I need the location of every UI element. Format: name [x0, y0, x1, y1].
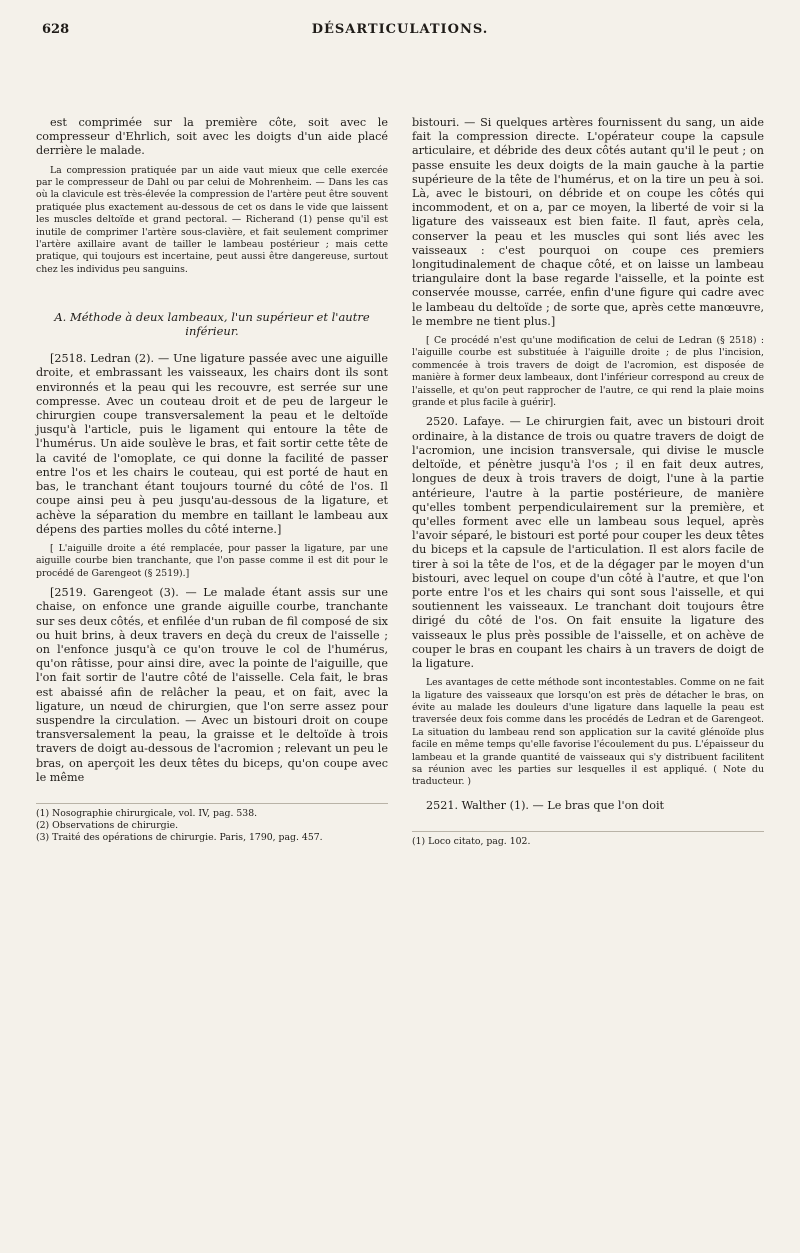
left-footnotes: [36, 803, 388, 843]
note-advantages: Les avantages de cette méthode sont incontestables. Comme on ne fait la ligature des vaisseaux que lorsqu'on est près de détacher le bras, on évite au malade les douleurs d'une ligature dans laquelle la peau est traversée deux fois comme dans les procédés de Ledran et de Garengeot. La situation du lambeau rend son application sur la cavité glénoïde plus facile en même temps qu'elle favorise l'écoulement du pus. L'épaisseur du lambeau et la grande quantité de vaisseaux qui s'y distribuent facilitent sa réunion avec les parties sur lesquelles il est appliqué. ( Note du traducteur. ): [412, 677, 764, 788]
footnote-3: (3) Traité des opérations de chirurgie. Paris, 1790, pag. 457.: [36, 831, 323, 843]
paragraph-2519: [2519. Garengeot (3). — Le malade étant assis sur une chaise, on enfonce une grande aiguille courbe, tranchante sur ses deux côtés, et enfilée d'un ruban de fil composé de six ou huit brins, à deux travers en deçà du creux de l'aisselle ; on l'enfonce jusqu'à ce qu'on trouve le col de l'humérus, qu'on râtisse, pour ainsi dire, avec la pointe de l'aiguille, que l'on fait sortir de l'autre côté de l'aisselle. Cela fait, le bras est abaissé afin de relâcher la peau, et on fait, avec la ligature, un nœud de chirurgien, que l'on serre assez pour suspendre la circulation. — Avec un bistouri droit on coupe transversalement la peau, la graisse et le deltoïde à trois travers de doigt au-dessous de l'acromion ; relevant un peu le bras, on aperçoit les deux têtes du biceps, qu'on coupe avec le même: [36, 586, 388, 784]
footnote-2: (2) Observations de chirurgie.: [36, 819, 179, 831]
paragraph-2518: [2518. Ledran (2). — Une ligature passée avec une aiguille droite, et embrassant les vaisseaux, les chairs dont ils sont environnés et la peau qui les recouvre, est serrée sur une compresse. Avec un couteau droit et de peu de largeur le chirurgien coupe transversalement la peau et le deltoïde jusqu'à l'article, puis le ligament qui entoure la tête de l'humérus. Un aide soulève le bras, et fait sortir cette tête de la cavité de l'omoplate, ce qui donne la facilité de passer entre l'os et les chairs le couteau, qui est porté de haut en bas, le tranchant étant toujours tourné du côté de l'os. Il coupe ainsi peu à peu jusqu'au-dessous de la ligature, et achève la séparation du membre en taillant le lambeau aux dépens des parties molles du côté interne.]: [36, 352, 388, 536]
paragraph-continued: est comprimée sur la première côte, soit avec le compresseur d'Ehrlich, soit avec les doigts d'un aide placé derrière le malade.: [36, 116, 388, 158]
running-title: DÉSARTICULATIONS.: [311, 22, 489, 37]
paragraph-continued-right: bistouri. — Si quelques artères fournissent du sang, un aide fait la compression directe. L'opérateur coupe la capsule articulaire, et débride des deux côtés autant qu'il le peut ; on passe ensuite les deux doigts de la main gauche à la partie supérieure de la tête de l'humérus, et on la tire un peu à soi. Là, avec le bistouri, on débride et on coupe les côtés qui incommodent, et on a, par ce moyen, la liberté de voir si la ligature des vaisseaux est bien faite. Il faut, après cela, conserver la peau et les muscles qui sont liés avec les vaisseaux : c'est pourquoi on coupe ces premiers longitudinalement de chaque côté, et on laisse un lambeau triangulaire dont la base regarde l'aisselle, et la pointe est conservée mousse, carrée, enfin d'une figure qui cadre avec le lambeau du deltoïde ; de sorte que, après cette manœuvre, le membre ne tient plus.]: [412, 116, 764, 328]
page-number: 628: [42, 22, 70, 37]
left-column: [36, 116, 388, 848]
section-title-method-a: A. Méthode à deux lambeaux, l'un supérieur et l'autre inférieur.: [54, 310, 370, 339]
note-2518: [ L'aiguille droite a été remplacée, pour passer la ligature, par une aiguille courbe bien tranchante, que l'on passe comme il est dit pour le procédé de Garengeot (§ 2519).]: [36, 542, 388, 579]
paragraph-2520: 2520. Lafaye. — Le chirurgien fait, avec un bistouri droit ordinaire, à la distance de trois ou quatre travers de doigt de l'acromion, une incision transversale, qui divise le muscle deltoïde, et pénètre jusqu'à l'os ; il en fait deux autres, longues de deux à trois travers de doigt, l'une à la partie antérieure, l'autre à la partie postérieure, de manière qu'elles tombent perpendiculairement sur la première, et qu'elles forment avec elle un lambeau sous lequel, après l'avoir séparé, le bistouri est porté pour couper les deux têtes du biceps et la capsule de l'articulation. Il est alors facile de tirer à soi la tête de l'os, et de la dégager par le moyen d'un bistouri, avec lequel on coupe d'un côté à l'autre, et que l'on porte entre l'os et les chairs qui sont sous l'aisselle, et qui soutiennent les vaisseaux. Le tranchant doit toujours être dirigé du côté de l'os. On fait ensuite la ligature des vaisseaux le plus près possible de l'aisselle, et on achève de couper le bras en coupant les chairs à un travers de doigt de la ligature.: [412, 415, 764, 670]
two-column-body: [36, 116, 764, 848]
running-header: [36, 16, 764, 46]
right-column: [412, 116, 764, 848]
footnote-1: (1) Nosographie chirurgicale, vol. IV, pag. 538.: [36, 807, 258, 819]
note-compression: La compression pratiquée par un aide vaut mieux que celle exercée par le compresseur de Dahl ou par celui de Mohrenheim. — Dans les cas où la clavicule est très-élevée la compression de l'artère peut être souvent pratiquée plus exactement au-dessous de cet os dans le vide que laissent les muscles deltoïde et grand pectoral. — Richerand (1) pense qu'il est inutile de comprimer l'artère sous-clavière, et fait seulement comprimer l'artère axillaire avant de tailler le lambeau postérieur ; mais cette pratique, qui toujours est incertaine, peut aussi être dangereuse, surtout chez les individus peu sanguins.: [36, 164, 388, 275]
footnote-right-1: (1) Loco citato, pag. 102.: [412, 836, 531, 847]
note-procedure: [ Ce procédé n'est qu'une modification de celui de Ledran (§ 2518) : l'aiguille courbe est substituée à l'aiguille droite ; de plus l'incision, commencée à trois travers de doigt de l'acromion, est disposée de manière à former deux lambeaux, dont l'inférieur correspond au creux de l'aisselle, et qu'on peut rapprocher de l'autre, ce qui rend la plaie moins grande et plus facile à guérir].: [412, 335, 764, 409]
right-footnotes: [412, 831, 764, 848]
paragraph-2521: 2521. Walther (1). — Le bras que l'on doit: [426, 798, 665, 812]
